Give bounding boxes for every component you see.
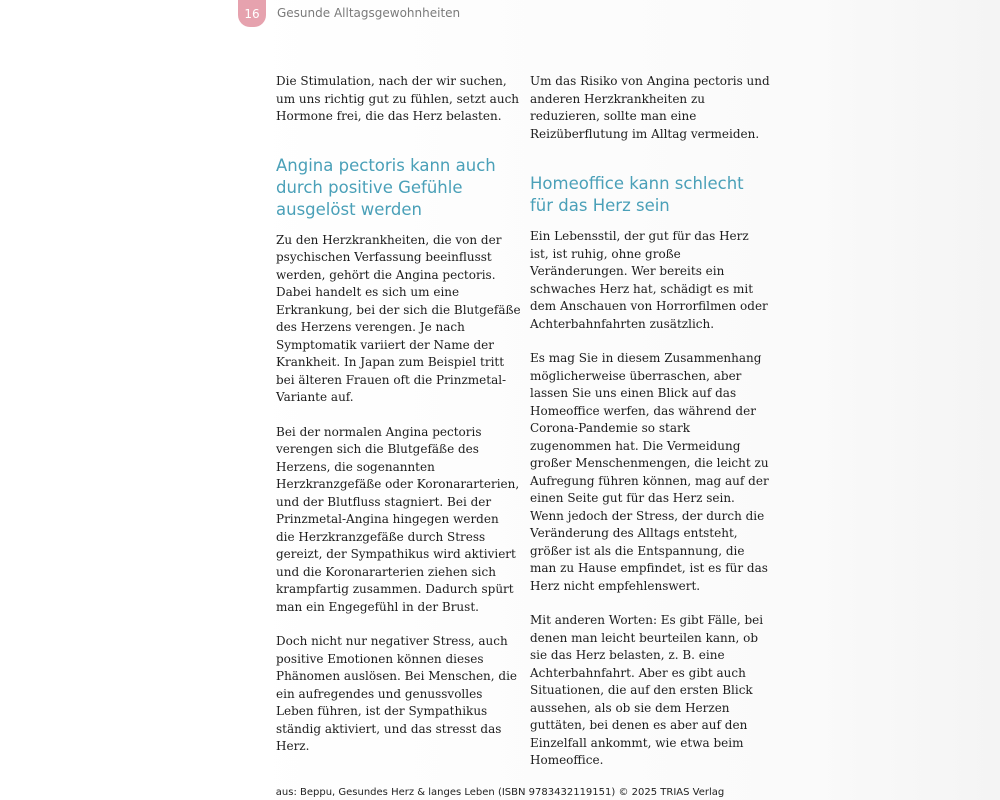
paragraph: Die Stimulation, nach der wir suchen, um uns richtig gut zu fühlen, setzt auch Hormone frei, die das Herz belasten. (276, 74, 520, 123)
right-column (530, 73, 770, 787)
section-heading-angina: Angina pectoris kann auch durch positive Gefühle ausgelöst werden (276, 155, 496, 219)
paragraph: Zu den Herzkrankheiten, die von der psychischen Verfassung beeinflusst werden, gehört die Angina pectoris. Dabei handelt es sich um eine Erkrankung, bei der sich die Blutgefäße des Herzens verengen. Je nach Symptomatik variiert der Name der Krankheit. In Japan zum Beispiel tritt bei älteren Frauen oft die Prinzmetal-Variante auf. (276, 232, 521, 404)
section-heading-homeoffice: Homeoffice kann schlecht für das Herz sein (530, 174, 744, 215)
page-number-badge: 16 (238, 0, 266, 27)
paragraph: Doch nicht nur negativer Stress, auch positive Emotionen können dieses Phänomen auslösen. Bei Menschen, die ein aufregendes und genussvolles Leben führen, ist der Sympathikus ständig aktiviert, und das stresst das Herz. (276, 634, 518, 753)
running-title: Gesunde Alltagsgewohnheiten (277, 6, 461, 20)
left-column (276, 73, 521, 773)
paragraph: Bei der normalen Angina pectoris verengen sich die Blutgefäße des Herzens, die sogenannten Herzkranzgefäße oder Koronararterien, und der Blutfluss stagniert. Bei der Prinzmetal-Angina hingegen werden die Herzkranzgefäße durch Stress gereizt, der Sympathikus wird aktiviert und die Koronararterien ziehen sich krampfartig zusammen. Dadurch spürt man ein Engegefühl in der Brust. (276, 424, 520, 614)
paragraph: Ein Lebensstil, der gut für das Herz ist, ist ruhig, ohne große Veränderungen. Wer bereits ein schwaches Herz hat, schädigt es mit dem Anschauen von Horrorfilmen oder Achterbahnfahrten zusätzlich. (530, 229, 768, 331)
paragraph: Mit anderen Worten: Es gibt Fälle, bei denen man leicht beurteilen kann, ob sie das Herz belasten, z. B. eine Achterbahnfahrt. Aber es gibt auch Situationen, die auf den ersten Blick aussehen, als ob sie dem Herzen guttäten, bei denen es aber auf den Einzelfall ankommt, wie etwa beim Homeoffice. (530, 613, 764, 767)
source-citation: aus: Beppu, Gesundes Herz & langes Leben (ISBN 9783432119151) © 2025 TRIAS Verlag (275, 787, 725, 798)
paragraph: Um das Risiko von Angina pectoris und anderen Herzkrankheiten zu reduzieren, sollte man eine Reizüberflutung im Alltag vermeiden. (530, 74, 770, 141)
paragraph: Es mag Sie in diesem Zusammenhang möglicherweise überraschen, aber lassen Sie uns einen Blick auf das Homeoffice werfen, das während der Corona-Pandemie so stark zugenommen hat. Die Vermeidung großer Menschenmengen, die leicht zu Aufregung führen können, mag auf der einen Seite gut für das Herz sein. Wenn jedoch der Stress, der durch die Veränderung des Alltags entsteht, größer ist als die Entspannung, die man zu Hause empfindet, ist es für das Herz nicht empfehlenswert. (530, 351, 769, 593)
